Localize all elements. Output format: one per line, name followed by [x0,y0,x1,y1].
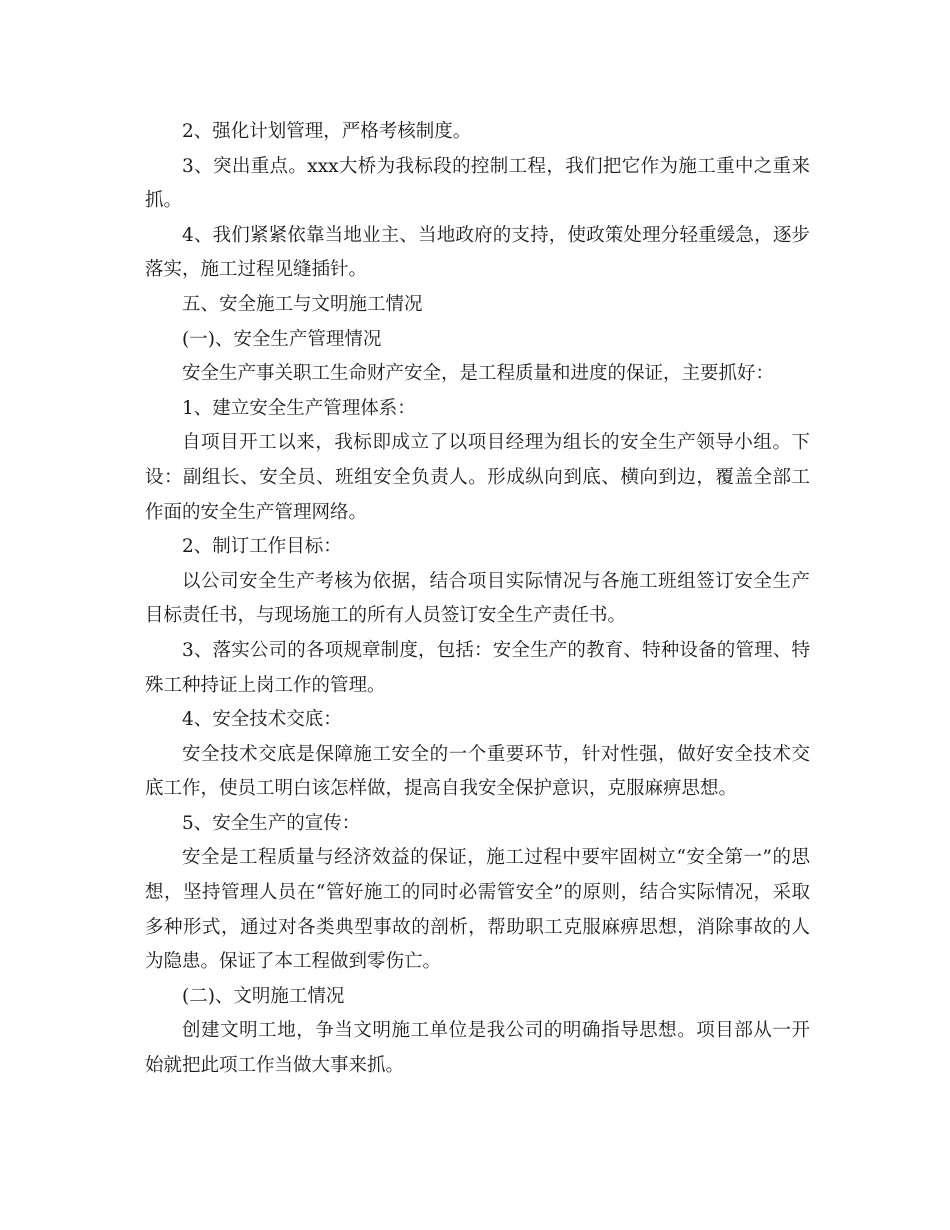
paragraph: 2、强化计划管理，严格考核制度。 [182,121,472,142]
paragraph: 安全生产事关职工生命财产安全，是工程质量和进度的保证，主要抓好： [182,363,775,385]
paragraph: 4、我们紧紧依靠当地业主、当地政府的支持，使政策处理分轻重缓急，逐步落实，施工过程见缝插针。 [145,224,810,281]
paragraph: 自项目开工以来，我标即成立了以项目经理为组长的安全生产领导小组。下设：副组长、安全员、班组安全负责人。形成纵向到底、横向到边，覆盖全部工作面的安全生产管理网络。 [145,432,810,523]
paragraph: 安全技术交底是保障施工安全的一个重要环节，针对性强，做好安全技术交底工作，使员工明白该怎样做，提高自我安全保护意识，克服麻痹思想。 [145,743,810,800]
paragraph: 创建文明工地，争当文明施工单位是我公司的明确指导思想。项目部从一开始就把此项工作当做大事来抓。 [145,1020,810,1077]
document-body [145,115,810,1084]
subsection-heading: (二)、文明施工情况 [182,985,345,1007]
paragraph: 3、落实公司的各项规章制度，包括：安全生产的教育、特种设备的管理、特殊工种持证上岗工作的管理。 [145,639,810,696]
paragraph: 安全是工程质量与经济效益的保证，施工过程中要牢固树立“安全第一”的思想，坚持管理人员在“管好施工的同时必需管安全”的原则，结合实际情况，采取多种形式，通过对各类典型事故的剖析，帮助职工克服麻痹思想，消除事故的人为隐患。保证了本工程做到零伤亡。 [145,847,810,973]
item-heading: 2、制订工作目标： [182,536,342,558]
item-heading: 5、安全生产的宣传： [182,812,361,834]
paragraph: 以公司安全生产考核为依据，结合项目实际情况与各施工班组签订安全生产目标责任书，与现场施工的所有人员签订安全生产责任书。 [145,570,810,627]
subsection-heading: (一)、安全生产管理情况 [182,328,382,350]
section-heading: 五、安全施工与文明施工情况 [182,293,423,315]
paragraph: 3、突出重点。xxx大桥为我标段的控制工程，我们把它作为施工重中之重来抓。 [145,155,810,212]
item-heading: 4、安全技术交底： [182,709,342,731]
item-heading: 1、建立安全生产管理体系： [182,397,416,419]
